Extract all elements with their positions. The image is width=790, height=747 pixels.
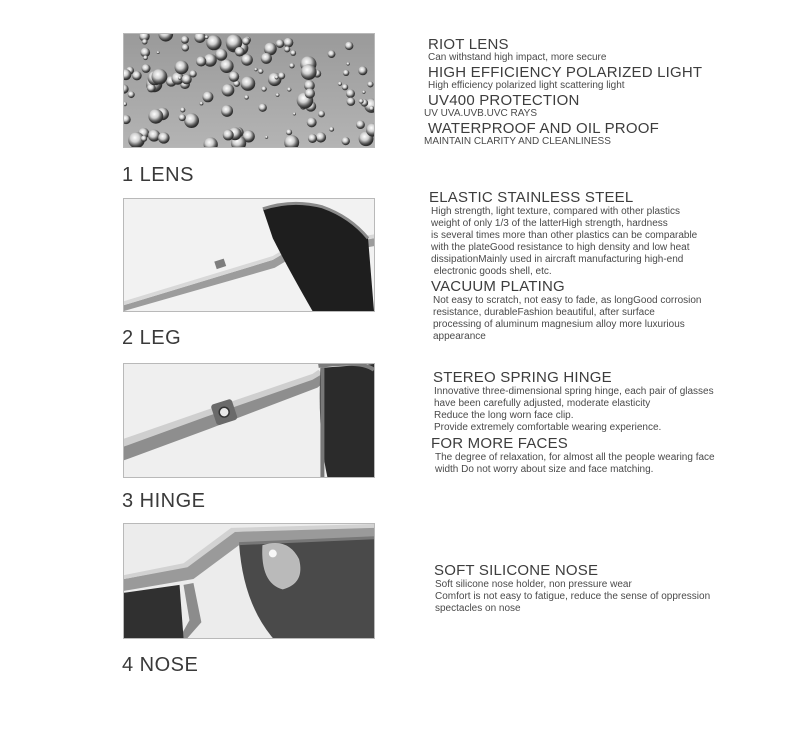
feature-text-lines	[435, 579, 710, 615]
feature-text: spectacles on nose	[435, 603, 521, 614]
feature-title: STEREO SPRING HINGE	[433, 369, 612, 386]
feature-text-lines	[435, 452, 715, 476]
feature-text: is several times more than other plastics can be comparable	[431, 230, 698, 241]
feature-text: Provide extremely comfortable wearing experience.	[434, 422, 662, 433]
feature-title: VACUUM PLATING	[431, 278, 565, 295]
leg-features	[429, 190, 701, 343]
hinge-photo	[123, 363, 375, 478]
feature-text: Comfort is not easy to fatigue, reduce the sense of oppression	[435, 591, 711, 602]
nose-features	[434, 563, 710, 615]
spring-hinge-image	[124, 364, 374, 477]
feature-title: HIGH EFFICIENCY POLARIZED LIGHT	[428, 64, 703, 81]
feature-text: electronic goods shell, etc.	[431, 266, 552, 277]
lens-caption: 1 LENS	[122, 164, 194, 186]
feature-text: Can withstand high impact, more secure	[428, 52, 607, 63]
feature-text: High strength, light texture, compared with other plastics	[431, 206, 681, 217]
water-drops-image	[124, 34, 374, 147]
feature-text: appearance	[433, 331, 486, 342]
lens-features	[424, 36, 703, 148]
feature-text: have been carefully adjusted, moderate elasticity	[434, 398, 651, 409]
feature-text-lines	[431, 206, 701, 278]
lens-water-drops-photo	[123, 33, 375, 148]
hinge-features	[433, 370, 715, 476]
feature-text: Innovative three-dimensional spring hinge, each pair of glasses	[434, 386, 714, 397]
feature-text-lines	[433, 295, 701, 343]
feature-text: width Do not worry about size and face matching.	[435, 464, 654, 475]
feature-title: FOR MORE FACES	[431, 435, 568, 452]
feature-text: weight of only 1/3 of the latterHigh strength, hardness	[431, 218, 668, 229]
leg-caption: 2 LEG	[122, 327, 182, 349]
feature-text: The degree of relaxation, for almost all the people wearing face	[435, 452, 715, 463]
feature-title: ELASTIC STAINLESS STEEL	[429, 189, 634, 206]
feature-text: UV UVA.UVB.UVC RAYS	[424, 108, 537, 119]
feature-title: WATERPROOF AND OIL PROOF	[428, 120, 659, 137]
leg-photo	[123, 198, 375, 312]
feature-title: RIOT LENS	[428, 36, 509, 53]
feature-text: Reduce the long worn face clip.	[434, 410, 574, 421]
nose-photo	[123, 523, 375, 639]
feature-title: UV400 PROTECTION	[428, 92, 580, 109]
feature-text: MAINTAIN CLARITY AND CLEANLINESS	[424, 136, 611, 147]
hinge-caption: 3 HINGE	[122, 490, 206, 512]
feature-text: dissipationMainly used in aircraft manufacturing high-end	[431, 254, 684, 265]
nose-caption: 4 NOSE	[122, 654, 199, 676]
feature-text: High efficiency polarized light scattering light	[428, 80, 625, 91]
glasses-leg-image	[124, 199, 374, 311]
feature-text: Not easy to scratch, not easy to fade, as longGood corrosion	[433, 295, 702, 306]
feature-text: Soft silicone nose holder, non pressure wear	[435, 579, 632, 590]
feature-text: resistance, durableFashion beautiful, after surface	[433, 307, 655, 318]
feature-title: SOFT SILICONE NOSE	[434, 562, 599, 579]
feature-text: with the plateGood resistance to high density and low heat	[431, 242, 690, 253]
feature-text: processing of aluminum magnesium alloy more luxurious	[433, 319, 685, 330]
feature-text-lines	[434, 386, 715, 434]
silicone-nose-pad-image	[124, 524, 374, 638]
